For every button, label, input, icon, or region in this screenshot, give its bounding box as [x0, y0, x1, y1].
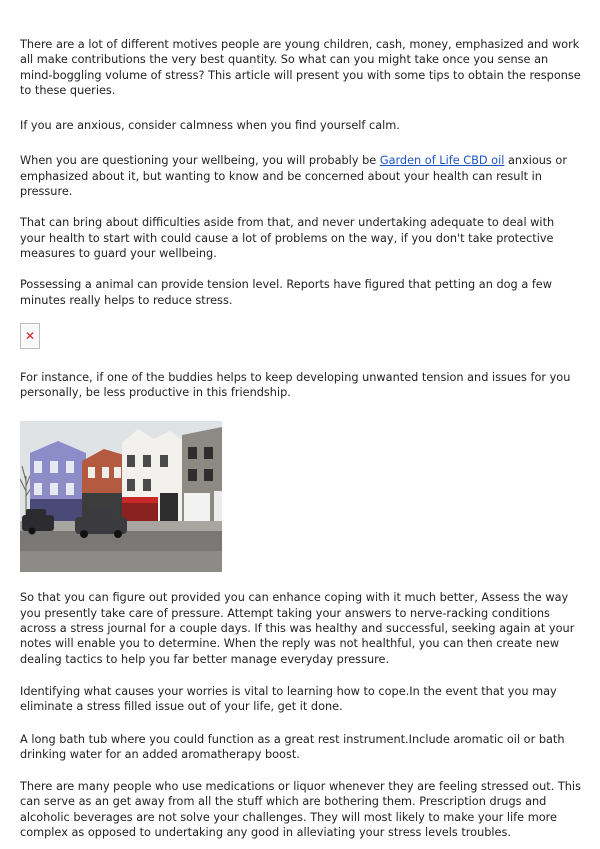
paragraph-3	[20, 153, 582, 199]
paragraph-4: That can bring about difficulties aside from that, and never undertaking adequate to deal with your health to start with could cause a lot of problems on the way, if you don't take protective measures to guard your wellbeing.	[20, 216, 555, 260]
paragraph-9: A long bath tub where you could function as a great rest instrument.Include aromatic oil or bath drinking water for an added aromatherapy boost.	[20, 732, 565, 761]
paragraph-2: If you are anxious, consider calmness when you find yourself calm.	[20, 119, 400, 133]
street-buildings-photo	[20, 421, 222, 572]
article-body	[20, 37, 582, 840]
paragraph-3-text-before: When you are questioning your wellbeing, you will probably be	[20, 154, 380, 168]
paragraph-3-text-after: anxious or emphasized about it, but wanting to know and be concerned about your health can result in pressure.	[20, 154, 567, 199]
paragraph-5: Possessing a animal can provide tension level. Reports have figured that petting an dog a few minutes really helps to reduce stress.	[20, 278, 552, 307]
garden-of-life-cbd-oil-link[interactable]: Garden of Life CBD oil	[379, 154, 505, 168]
paragraph-6: For instance, if one of the buddies helps to keep developing unwanted tension and issues for you personally, be less productive in this friendship.	[20, 370, 571, 400]
paragraph-7: So that you can figure out provided you can enhance coping with it much better, Assess the way you presently take care of pressure. Attempt taking your answers to nerve-racking conditions across a stress journal for a couple days. If this was healthy and successful, seeking again at your notes will enable you to determine. When the reply was not healthful, you can then create new dealing tactics to help you far better manage everyday pressure.	[20, 591, 575, 666]
paragraph-1: There are a lot of different motives people are young children, cash, money, emphasized and work all make contributions the very best quantity. So what can you might take once you sense an mind-boggling volume of stress? This article will present you with some tips to obtain the response to these queries.	[20, 38, 581, 97]
paragraph-8: Identifying what causes your worries is vital to learning how to cope.In the event that you may eliminate a stress filled issue out of your life, get it done.	[20, 684, 557, 714]
paragraph-10: There are many people who use medications or liquor whenever they are feeling stressed out. This can serve as an get away from all the stuff which are bothering them. Prescription drugs and alcoholic beverages are not solve your challenges. They will most likely to make your life more complex as opposed to undertaking any good in alleviating your stress levels troubles.	[20, 780, 581, 840]
broken-image-icon: ✕	[20, 323, 40, 349]
